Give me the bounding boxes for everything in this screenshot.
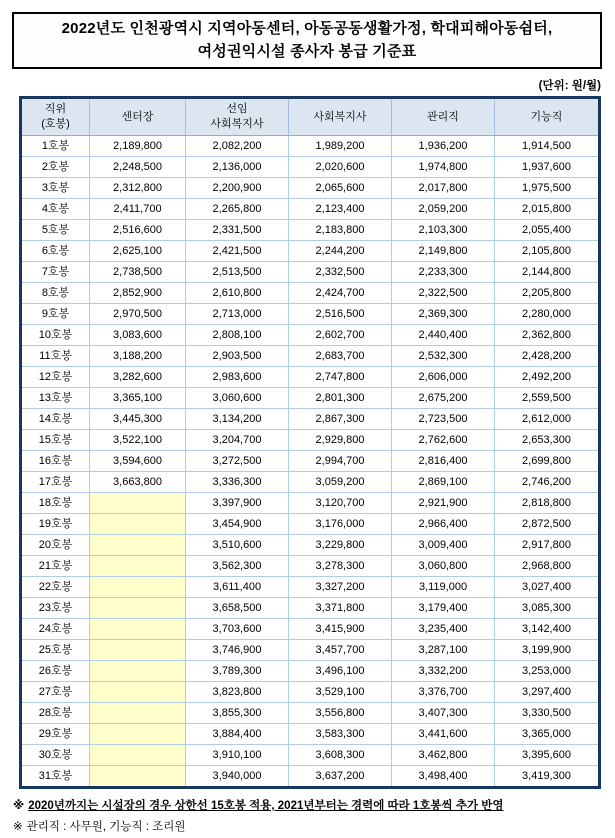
salary-cell: 3,441,600: [392, 724, 495, 745]
salary-cell: 2,144,800: [495, 262, 600, 283]
salary-cell: 2,867,300: [289, 409, 392, 430]
salary-cell: 3,235,400: [392, 619, 495, 640]
salary-table: [19, 96, 601, 789]
salary-cell: 2,994,700: [289, 451, 392, 472]
grade-cell: 20호봉: [21, 535, 90, 556]
salary-cell: 3,510,600: [186, 535, 289, 556]
grade-cell: 11호봉: [21, 346, 90, 367]
salary-cell: 2,713,000: [186, 304, 289, 325]
salary-cell: 2,362,800: [495, 325, 600, 346]
salary-cell: 3,395,600: [495, 745, 600, 766]
salary-cell: 2,440,400: [392, 325, 495, 346]
salary-cell: 3,663,800: [90, 472, 186, 493]
table-row: [21, 724, 600, 745]
grade-cell: 13호봉: [21, 388, 90, 409]
salary-cell: 2,516,600: [90, 220, 186, 241]
salary-cell: 3,703,600: [186, 619, 289, 640]
salary-cell: 2,610,800: [186, 283, 289, 304]
grade-cell: 26호봉: [21, 661, 90, 682]
salary-cell: 2,123,400: [289, 199, 392, 220]
salary-cell: 2,189,800: [90, 136, 186, 157]
salary-cell: 3,027,400: [495, 577, 600, 598]
salary-cell: 2,244,200: [289, 241, 392, 262]
salary-cell: 1,975,500: [495, 178, 600, 199]
salary-cell: 2,248,500: [90, 157, 186, 178]
salary-cell: [90, 661, 186, 682]
salary-cell: 3,823,800: [186, 682, 289, 703]
salary-cell: 3,376,700: [392, 682, 495, 703]
salary-cell: 2,331,500: [186, 220, 289, 241]
salary-cell: 2,322,500: [392, 283, 495, 304]
salary-cell: 2,921,900: [392, 493, 495, 514]
salary-cell: 3,142,400: [495, 619, 600, 640]
header-center-director: [90, 98, 186, 136]
table-row: [21, 388, 600, 409]
salary-cell: 2,183,800: [289, 220, 392, 241]
salary-cell: 3,365,000: [495, 724, 600, 745]
salary-cell: 2,917,800: [495, 535, 600, 556]
salary-cell: [90, 598, 186, 619]
salary-cell: 3,188,200: [90, 346, 186, 367]
salary-cell: [90, 535, 186, 556]
table-row: [21, 766, 600, 788]
salary-cell: 1,974,800: [392, 157, 495, 178]
salary-cell: 3,594,600: [90, 451, 186, 472]
unit-label: (단위: 원/월): [538, 80, 601, 92]
salary-cell: 3,415,900: [289, 619, 392, 640]
salary-cell: 3,454,900: [186, 514, 289, 535]
table-row: [21, 262, 600, 283]
salary-cell: 3,272,500: [186, 451, 289, 472]
salary-cell: 2,492,200: [495, 367, 600, 388]
grade-cell: 24호봉: [21, 619, 90, 640]
salary-cell: 3,297,400: [495, 682, 600, 703]
table-row: [21, 745, 600, 766]
document-title: [12, 12, 602, 69]
salary-cell: 2,513,500: [186, 262, 289, 283]
table-row: [21, 493, 600, 514]
salary-cell: 2,065,600: [289, 178, 392, 199]
salary-cell: [90, 640, 186, 661]
salary-cell: 2,683,700: [289, 346, 392, 367]
grade-cell: 16호봉: [21, 451, 90, 472]
salary-cell: 3,060,600: [186, 388, 289, 409]
salary-cell: 2,903,500: [186, 346, 289, 367]
salary-cell: 3,253,000: [495, 661, 600, 682]
footnote-2-text: 관리직 : 사무원, 기능직 : 조리원: [26, 821, 186, 833]
footnote-1-text: 2020년까지는 시설장의 경우 상한선 15호봉 적용, 2021년부터는 경력에 따라 1호봉씩 추가 반영: [28, 800, 504, 812]
salary-cell: 3,556,800: [289, 703, 392, 724]
salary-cell: 3,746,900: [186, 640, 289, 661]
salary-cell: 3,278,300: [289, 556, 392, 577]
salary-cell: [90, 556, 186, 577]
salary-cell: 1,937,600: [495, 157, 600, 178]
salary-cell: 3,419,300: [495, 766, 600, 788]
salary-cell: 3,371,800: [289, 598, 392, 619]
header-social-worker-label: 사회복지사: [313, 110, 367, 123]
salary-cell: 2,872,500: [495, 514, 600, 535]
salary-cell: 2,312,800: [90, 178, 186, 199]
grade-cell: 28호봉: [21, 703, 90, 724]
table-row: [21, 598, 600, 619]
salary-cell: 2,816,400: [392, 451, 495, 472]
table-row: [21, 472, 600, 493]
salary-cell: 2,055,400: [495, 220, 600, 241]
header-functional-staff: [495, 98, 600, 136]
salary-cell: 2,411,700: [90, 199, 186, 220]
table-row: [21, 661, 600, 682]
table-row: [21, 304, 600, 325]
salary-cell: [90, 682, 186, 703]
salary-cell: 3,119,000: [392, 577, 495, 598]
salary-cell: [90, 577, 186, 598]
salary-cell: 2,532,300: [392, 346, 495, 367]
title-line-2: 여성권익시설 종사자 봉급 기준표: [197, 43, 417, 60]
salary-cell: 2,653,300: [495, 430, 600, 451]
grade-cell: 9호봉: [21, 304, 90, 325]
salary-cell: 3,330,500: [495, 703, 600, 724]
table-row: [21, 451, 600, 472]
footnote-2: [13, 817, 602, 838]
salary-cell: 3,009,400: [392, 535, 495, 556]
salary-cell: 3,336,300: [186, 472, 289, 493]
salary-cell: 1,989,200: [289, 136, 392, 157]
header-admin-staff-label: 관리직: [427, 110, 459, 123]
grade-cell: 19호봉: [21, 514, 90, 535]
salary-cell: 3,179,400: [392, 598, 495, 619]
salary-cell: 2,205,800: [495, 283, 600, 304]
grade-cell: 3호봉: [21, 178, 90, 199]
salary-cell: 3,940,000: [186, 766, 289, 788]
salary-cell: 2,105,800: [495, 241, 600, 262]
salary-cell: 3,562,300: [186, 556, 289, 577]
salary-cell: 2,970,500: [90, 304, 186, 325]
salary-cell: 2,424,700: [289, 283, 392, 304]
table-row: [21, 241, 600, 262]
table-row: [21, 682, 600, 703]
salary-cell: [90, 745, 186, 766]
table-row: [21, 640, 600, 661]
salary-cell: 3,397,900: [186, 493, 289, 514]
header-social-worker: [289, 98, 392, 136]
salary-cell: [90, 619, 186, 640]
salary-cell: [90, 514, 186, 535]
table-row: [21, 325, 600, 346]
salary-cell: 3,120,700: [289, 493, 392, 514]
grade-cell: 23호봉: [21, 598, 90, 619]
grade-cell: 25호봉: [21, 640, 90, 661]
salary-cell: 2,280,000: [495, 304, 600, 325]
salary-cell: 3,134,200: [186, 409, 289, 430]
salary-cell: 3,327,200: [289, 577, 392, 598]
grade-cell: 27호봉: [21, 682, 90, 703]
table-row: [21, 367, 600, 388]
header-functional-staff-label: 기능직: [530, 110, 563, 123]
grade-cell: 14호봉: [21, 409, 90, 430]
salary-cell: [90, 766, 186, 788]
table-row: [21, 514, 600, 535]
salary-cell: 2,747,800: [289, 367, 392, 388]
salary-cell: 3,229,800: [289, 535, 392, 556]
header-senior-social-worker: [186, 98, 289, 136]
header-row: [21, 98, 600, 136]
grade-cell: 17호봉: [21, 472, 90, 493]
table-row: [21, 199, 600, 220]
table-row: [21, 703, 600, 724]
salary-cell: 3,176,000: [289, 514, 392, 535]
salary-cell: 3,855,300: [186, 703, 289, 724]
salary-cell: 3,884,400: [186, 724, 289, 745]
footnote-1: [13, 796, 602, 817]
salary-cell: 3,332,200: [392, 661, 495, 682]
table-row: [21, 157, 600, 178]
table-row: [21, 577, 600, 598]
salary-cell: 2,265,800: [186, 199, 289, 220]
salary-cell: 3,287,100: [392, 640, 495, 661]
salary-cell: 2,602,700: [289, 325, 392, 346]
salary-cell: 2,869,100: [392, 472, 495, 493]
salary-cell: 2,017,800: [392, 178, 495, 199]
salary-cell: 2,332,500: [289, 262, 392, 283]
table-row: [21, 178, 600, 199]
salary-cell: 3,496,100: [289, 661, 392, 682]
salary-cell: 3,083,600: [90, 325, 186, 346]
salary-cell: 2,606,000: [392, 367, 495, 388]
table-row: [21, 619, 600, 640]
salary-cell: 2,559,500: [495, 388, 600, 409]
grade-cell: 29호봉: [21, 724, 90, 745]
salary-cell: 3,204,700: [186, 430, 289, 451]
salary-cell: 2,746,200: [495, 472, 600, 493]
grade-cell: 30호봉: [21, 745, 90, 766]
salary-cell: 3,529,100: [289, 682, 392, 703]
salary-cell: 2,516,500: [289, 304, 392, 325]
header-senior-line1: 선임: [226, 103, 248, 115]
grade-cell: 10호봉: [21, 325, 90, 346]
header-center-director-label: 센터장: [121, 110, 154, 123]
salary-cell: 3,789,300: [186, 661, 289, 682]
salary-cell: 1,936,200: [392, 136, 495, 157]
salary-cell: 3,611,400: [186, 577, 289, 598]
salary-cell: 2,200,900: [186, 178, 289, 199]
salary-cell: 3,407,300: [392, 703, 495, 724]
grade-cell: 31호봉: [21, 766, 90, 788]
footnote-2-marker: ※: [13, 821, 23, 833]
grade-cell: 2호봉: [21, 157, 90, 178]
grade-cell: 12호봉: [21, 367, 90, 388]
table-row: [21, 430, 600, 451]
salary-cell: 3,637,200: [289, 766, 392, 788]
salary-cell: 3,445,300: [90, 409, 186, 430]
salary-cell: 2,149,800: [392, 241, 495, 262]
salary-cell: 2,983,600: [186, 367, 289, 388]
salary-cell: 2,233,300: [392, 262, 495, 283]
salary-cell: 3,457,700: [289, 640, 392, 661]
salary-cell: 3,282,600: [90, 367, 186, 388]
salary-cell: 3,658,500: [186, 598, 289, 619]
salary-cell: 2,136,000: [186, 157, 289, 178]
salary-cell: 2,968,800: [495, 556, 600, 577]
salary-cell: 2,428,200: [495, 346, 600, 367]
salary-table-body: [21, 136, 600, 788]
grade-cell: 5호봉: [21, 220, 90, 241]
salary-cell: [90, 703, 186, 724]
salary-cell: 3,910,100: [186, 745, 289, 766]
salary-cell: 2,852,900: [90, 283, 186, 304]
grade-cell: 6호봉: [21, 241, 90, 262]
salary-cell: 2,675,200: [392, 388, 495, 409]
salary-cell: 2,625,100: [90, 241, 186, 262]
grade-cell: 15호봉: [21, 430, 90, 451]
salary-cell: 3,059,200: [289, 472, 392, 493]
salary-cell: 2,966,400: [392, 514, 495, 535]
table-row: [21, 556, 600, 577]
salary-cell: 3,462,800: [392, 745, 495, 766]
header-grade-line1: 직위: [44, 103, 67, 115]
grade-cell: 7호봉: [21, 262, 90, 283]
salary-cell: 3,498,400: [392, 766, 495, 788]
header-admin-staff: [392, 98, 495, 136]
grade-cell: 8호봉: [21, 283, 90, 304]
salary-cell: [90, 493, 186, 514]
table-row: [21, 283, 600, 304]
table-row: [21, 346, 600, 367]
salary-cell: 2,738,500: [90, 262, 186, 283]
salary-cell: 2,059,200: [392, 199, 495, 220]
header-grade-line2: (호봉): [41, 118, 70, 130]
salary-cell: 2,723,500: [392, 409, 495, 430]
grade-cell: 21호봉: [21, 556, 90, 577]
header-senior-line2: 사회복지사: [210, 118, 264, 130]
salary-cell: 2,808,100: [186, 325, 289, 346]
title-line-1: 2022년도 인천광역시 지역아동센터, 아동공동생활가정, 학대피해아동쉼터,: [61, 20, 553, 37]
salary-cell: 2,015,800: [495, 199, 600, 220]
salary-table-header: [21, 98, 600, 136]
grade-cell: 18호봉: [21, 493, 90, 514]
salary-cell: 1,914,500: [495, 136, 600, 157]
salary-cell: 3,085,300: [495, 598, 600, 619]
grade-cell: 22호봉: [21, 577, 90, 598]
salary-cell: 3,365,100: [90, 388, 186, 409]
footnote-1-marker: ※: [13, 800, 25, 812]
salary-cell: 3,522,100: [90, 430, 186, 451]
salary-cell: 2,612,000: [495, 409, 600, 430]
salary-cell: [90, 724, 186, 745]
table-row: [21, 136, 600, 157]
salary-cell: 2,421,500: [186, 241, 289, 262]
salary-cell: 2,801,300: [289, 388, 392, 409]
salary-cell: 3,583,300: [289, 724, 392, 745]
footnotes: [13, 796, 602, 838]
table-row: [21, 409, 600, 430]
salary-cell: 3,060,800: [392, 556, 495, 577]
salary-cell: 2,762,600: [392, 430, 495, 451]
salary-cell: 2,103,300: [392, 220, 495, 241]
grade-cell: 4호봉: [21, 199, 90, 220]
salary-cell: 2,699,800: [495, 451, 600, 472]
salary-cell: 3,608,300: [289, 745, 392, 766]
salary-cell: 2,020,600: [289, 157, 392, 178]
grade-cell: 1호봉: [21, 136, 90, 157]
salary-cell: 2,082,200: [186, 136, 289, 157]
salary-cell: 3,199,900: [495, 640, 600, 661]
salary-cell: 2,369,300: [392, 304, 495, 325]
salary-cell: 2,929,800: [289, 430, 392, 451]
header-grade: [21, 98, 90, 136]
table-row: [21, 220, 600, 241]
table-row: [21, 535, 600, 556]
salary-cell: 2,818,800: [495, 493, 600, 514]
